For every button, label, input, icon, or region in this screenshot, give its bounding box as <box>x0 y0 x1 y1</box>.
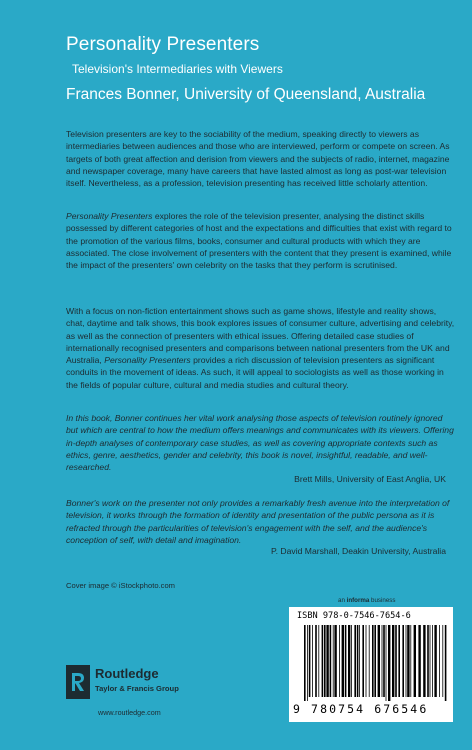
informa-brand: informa <box>346 597 370 604</box>
publisher-name: Routledge <box>95 666 159 681</box>
barcode-bar <box>351 625 352 697</box>
blurb-paragraph-2 <box>66 210 456 271</box>
barcode-bar <box>334 625 336 697</box>
barcode-bar <box>324 625 326 697</box>
isbn-barcode <box>289 607 453 722</box>
barcode-bar <box>407 625 409 697</box>
barcode-bar <box>322 625 324 697</box>
barcode-bar <box>418 625 420 697</box>
barcode-bar <box>392 625 394 697</box>
barcode-bar <box>414 625 416 697</box>
blurb-paragraph-3 <box>66 305 456 391</box>
cover-image-credit: Cover image © iStockphoto.com <box>66 581 176 590</box>
isbn-label: ISBN 978-0-7546-7654-6 <box>297 611 411 621</box>
barcode-bar <box>330 625 332 697</box>
barcode-bar <box>348 625 350 697</box>
barcode-bar <box>359 625 360 697</box>
barcode-bar <box>333 625 334 697</box>
barcode-bar <box>339 625 340 697</box>
book-author: Frances Bonner, University of Queensland, Australia <box>66 86 426 103</box>
barcode-bar <box>430 625 431 697</box>
barcode-bar <box>312 625 313 697</box>
barcode-bar <box>432 625 433 697</box>
barcode-bar <box>427 625 429 697</box>
barcode-bar <box>345 625 347 697</box>
barcode-bar <box>386 625 387 701</box>
review-attribution-1: Brett Mills, University of East Anglia, UK <box>294 474 446 484</box>
barcode-bar <box>342 625 344 697</box>
book-title: Personality Presenters <box>66 34 260 55</box>
blurb-paragraph-2-title: Personality Presenters <box>66 211 153 221</box>
barcode-bar <box>357 625 359 697</box>
barcode-bar <box>304 625 306 701</box>
barcode-bar <box>410 625 411 697</box>
barcode-bar <box>402 625 404 697</box>
informa-prefix: an <box>338 597 347 604</box>
barcode-bar <box>326 625 328 697</box>
barcode-bar <box>366 625 367 697</box>
barcode-bar <box>398 625 400 697</box>
informa-business-tag <box>338 597 395 604</box>
barcode-bar <box>382 625 383 697</box>
blurb-paragraph-3-title: Personality Presenters <box>104 355 191 366</box>
review-quote-2: Bonner's work on the presenter not only provides a remarkably fresh avenue into the interpretation of television, it works through the formation of identity and presentation of the public persona as it is refracted through the particularities of television's engagement with the self, and the audience's conception of self, with detail and imagination. <box>66 498 450 545</box>
barcode-bar <box>383 625 385 697</box>
barcode-bars <box>304 625 447 701</box>
blurb-paragraph-2-body: explores the role of the television presenter, analysing the distinct skills possessed by different categories of host and the expectations and difficulties that exist with regard to the promotion of the various films, books, consumer and cultural products with which they are associated. The close involvement of presenters with the content that they present is examined, while the impact of the presenters' own celebrity on the tasks that they perform is scrutinised. <box>66 211 452 271</box>
barcode-bar <box>372 625 374 697</box>
barcode-bar <box>362 625 364 697</box>
informa-suffix: business <box>369 597 396 604</box>
barcode-bar <box>307 625 308 701</box>
review-attribution-2: P. David Marshall, Deakin University, Australia <box>271 546 446 556</box>
barcode-digits: 9 780754 676546 <box>293 702 429 716</box>
barcode-bar <box>354 625 356 697</box>
barcode-bar <box>434 625 436 697</box>
publisher-url[interactable]: www.routledge.com <box>98 708 161 717</box>
publisher-group: Taylor & Francis Group <box>95 684 179 693</box>
routledge-logo-icon <box>66 665 90 699</box>
blurb-paragraph-1: Television presenters are key to the sociability of the medium, speaking directly to viewers as intermediaries between audiences and those who are interviewed, perform or compete on screen. As targets of both great affection and derision from viewers and the subjects of radio, internet, magazine and newspaper coverage, many have careers that have lasted almost as long as post-war television itself. Nevertheless, as a profession, television presenting has received little scholarly attention. <box>66 129 450 189</box>
barcode-bar <box>315 625 317 697</box>
barcode-bar <box>406 625 407 697</box>
barcode-bar <box>309 625 311 697</box>
barcode-bar <box>369 625 370 697</box>
book-subtitle: Television's Intermediaries with Viewers <box>72 62 283 76</box>
barcode-bar <box>442 625 443 697</box>
barcode-bar <box>318 625 319 697</box>
barcode-bar <box>378 625 380 697</box>
barcode-bar <box>423 625 425 697</box>
barcode-bar <box>388 625 390 701</box>
review-quote-1: In this book, Bonner continues her vital work analysing those aspects of television routinely ignored but which are central to how the medium offers meanings and communicates with its viewers. Offering in-depth analyses of contemporary case studies, as well as covering appropriate contexts such as ethics, genre, aesthetics, gender and celebrity, this book is novel, insightful, readable, and well-researched. <box>66 413 454 473</box>
blurb-paragraph-3-b: provides a rich discussion of television presenters as significant conduits in the movement of ideas. As such, it will appeal to sociologists as well as those working in the fields of popular culture, cultural and media studies and cultural theory. <box>66 355 444 390</box>
barcode-bar <box>439 625 440 697</box>
barcode-bar <box>374 625 376 697</box>
barcode-bar <box>395 625 397 697</box>
barcode-bar <box>445 625 447 701</box>
blurb-paragraph-3-a: With a focus on non-fiction entertainment shows such as game shows, lifestyle and reality shows, chat, daytime and talk shows, this book explores issues of consumer culture, advertising and celebrity, as well as the connection of presenters with ethical issues. Offering detailed case studies of internationally recognised presenters and comparisons between national presenters from the UK and Australia, <box>66 306 455 366</box>
